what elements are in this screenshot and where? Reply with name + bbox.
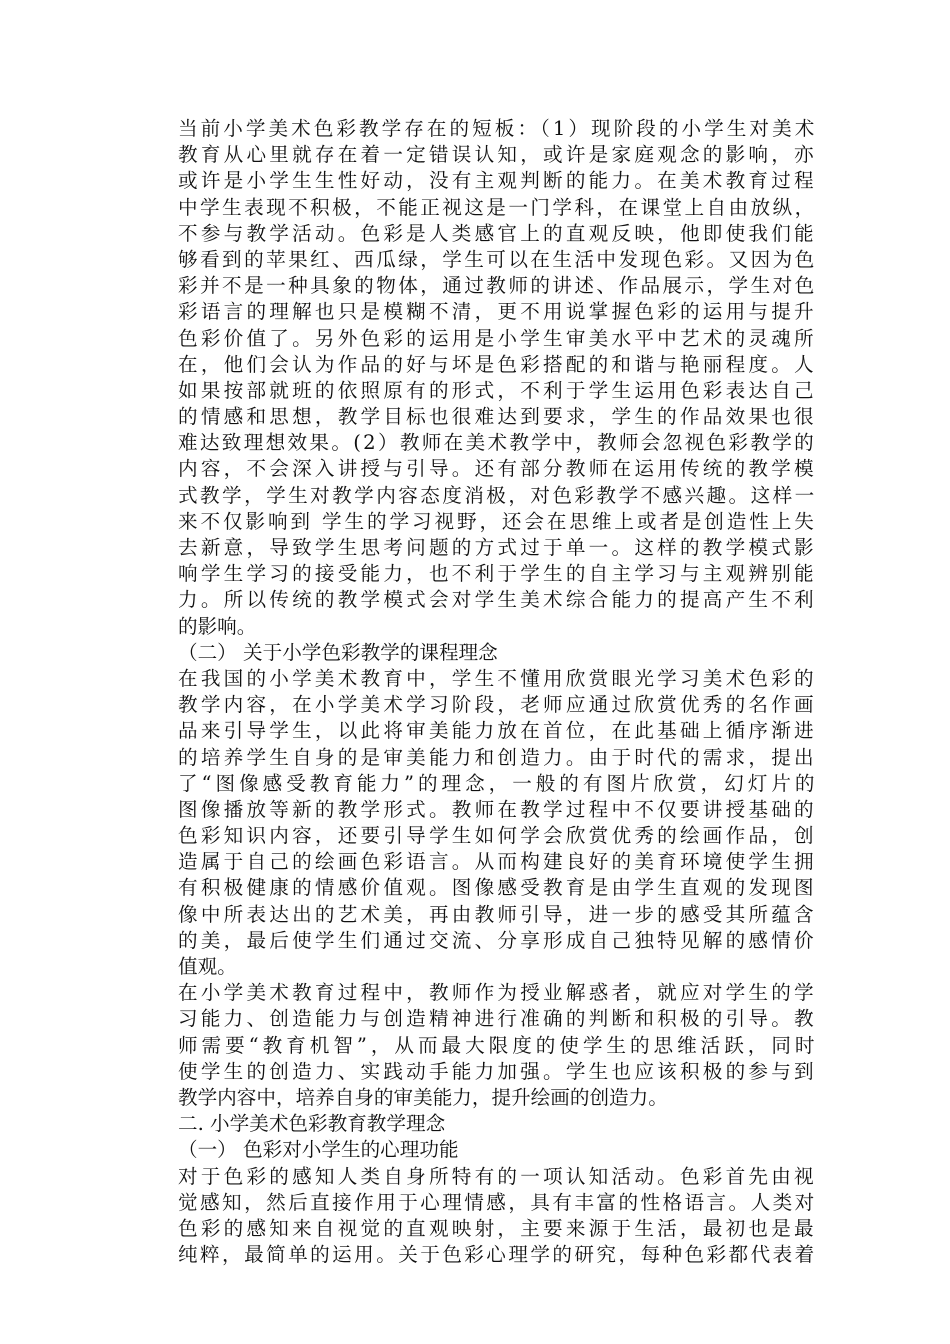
- text-line: 彩并不是一种具象的物体，通过教师的讲述、作品展示，学生对色: [178, 274, 817, 298]
- text-line: （一） 色彩对小学生的心理功能: [178, 1138, 459, 1162]
- text-line: 力。所以传统的教学模式会对学生美术综合能力的提高产生不利: [178, 588, 817, 612]
- text-line: 使学生的创造力、实践动手能力加强。学生也应该积极的参与到: [178, 1059, 817, 1083]
- text-line: 的影响。: [178, 614, 257, 638]
- text-line: 色彩价值了。另外色彩的运用是小学生审美水平中艺术的灵魂所: [178, 326, 817, 350]
- text-line: 像中所表达出的艺术美，再由教师引导，进一步的感受其所蕴含: [178, 902, 817, 926]
- text-line: 当前小学美术色彩教学存在的短板：（1）现阶段的小学生对美术: [178, 117, 818, 140]
- text-line: 习能力、创造能力与创造精神进行准确的判断和积极的引导。教: [178, 1007, 817, 1031]
- text-line: 在我国的小学美术教育中，学生不懂用欣赏眼光学习美术色彩的: [178, 666, 817, 690]
- text-line: 品来引导学生，以此将审美能力放在首位，在此基础上循序渐进: [178, 719, 817, 743]
- text-line: （二） 关于小学色彩教学的课程理念: [178, 640, 498, 664]
- text-line: 纯粹，最简单的运用。关于色彩心理学的研究，每种色彩都代表着: [178, 1243, 817, 1267]
- text-line: 教学内容，在小学美术学习阶段，老师应通过欣赏优秀的名作画: [178, 693, 817, 717]
- text-line: 的情感和思想，教学目标也很难达到要求，学生的作品效果也很: [178, 405, 817, 429]
- text-line: 响学生学习的接受能力，也不利于学生的自主学习与主观辨别能: [178, 562, 817, 586]
- text-line: 造属于自己的绘画色彩语言。从而构建良好的美育环境使学生拥: [178, 850, 817, 874]
- text-line: 中学生表现不积极，不能正视这是一门学科，在课堂上自由放纵，: [178, 195, 817, 219]
- text-line: 来不仅影响到 学生的学习视野，还会在思维上或者是创造性上失: [178, 509, 817, 533]
- text-line: 教育从心里就存在着一定错误认知，或许是家庭观念的影响，亦: [178, 143, 817, 167]
- text-line: 在，他们会认为作品的好与坏是色彩搭配的和谐与艳丽程度。人: [178, 352, 817, 376]
- text-line: 值观。: [178, 955, 237, 978]
- text-line: 式教学，学生对教学内容态度消极，对色彩教学不感兴趣。这样一: [178, 483, 817, 507]
- text-line: 在小学美术教育过程中，教师作为授业解惑者，就应对学生的学: [178, 981, 817, 1005]
- body-text: [178, 116, 819, 1268]
- text-line: 师需要“教育机智”，从而最大限度的使学生的思维活跃，同时: [178, 1033, 819, 1057]
- text-line: 的培养学生自身的是审美能力和创造力。由于时代的需求，提出: [178, 745, 817, 769]
- text-line: 内容，不会深入讲授与引导。还有部分教师在运用传统的教学模: [178, 457, 817, 481]
- text-line: 色彩知识内容，还要引导学生如何学会欣赏优秀的绘画作品，创: [178, 824, 817, 848]
- text-line: 对于色彩的感知人类自身所特有的一项认知活动。色彩首先由视: [178, 1164, 817, 1188]
- text-line: 如果按部就班的依照原有的形式，不利于学生运用色彩表达自己: [178, 378, 817, 402]
- text-line: 彩语言的理解也只是模糊不清，更不用说掌握色彩的运用与提升: [178, 300, 817, 324]
- text-line: 或许是小学生生性好动，没有主观判断的能力。在美术教育过程: [178, 169, 817, 193]
- text-line: 的美，最后使学生们通过交流、分享形成自己独特见解的感情价: [178, 928, 817, 952]
- text-line: 不参与教学活动。色彩是人类感官上的直观反映，他即使我们能: [178, 221, 817, 245]
- text-line: 教学内容中，培养自身的审美能力，提升绘画的创造力。: [178, 1085, 668, 1109]
- text-line: 有积极健康的情感价值观。图像感受教育是由学生直观的发现图: [178, 876, 817, 900]
- text-line: 了“图像感受教育能力”的理念，一般的有图片欣赏，幻灯片的: [178, 771, 819, 795]
- text-line: 够看到的苹果红、西瓜绿，学生可以在生活中发现色彩。又因为色: [178, 247, 817, 271]
- text-line: 图像播放等新的教学形式。教师在教学过程中不仅要讲授基础的: [178, 797, 817, 821]
- text-line: 觉感知，然后直接作用于心理情感，具有丰富的性格语言。人类对: [178, 1190, 817, 1214]
- text-line: 二. 小学美术色彩教育教学理念: [178, 1112, 446, 1136]
- text-line: 色彩的感知来自视觉的直观映射，主要来源于生活，最初也是最: [178, 1216, 817, 1240]
- text-line: 去新意，导致学生思考问题的方式过于单一。这样的教学模式影: [178, 536, 817, 559]
- text-line: 难达致理想效果。(2）教师在美术教学中，教师会忽视色彩教学的: [178, 431, 817, 455]
